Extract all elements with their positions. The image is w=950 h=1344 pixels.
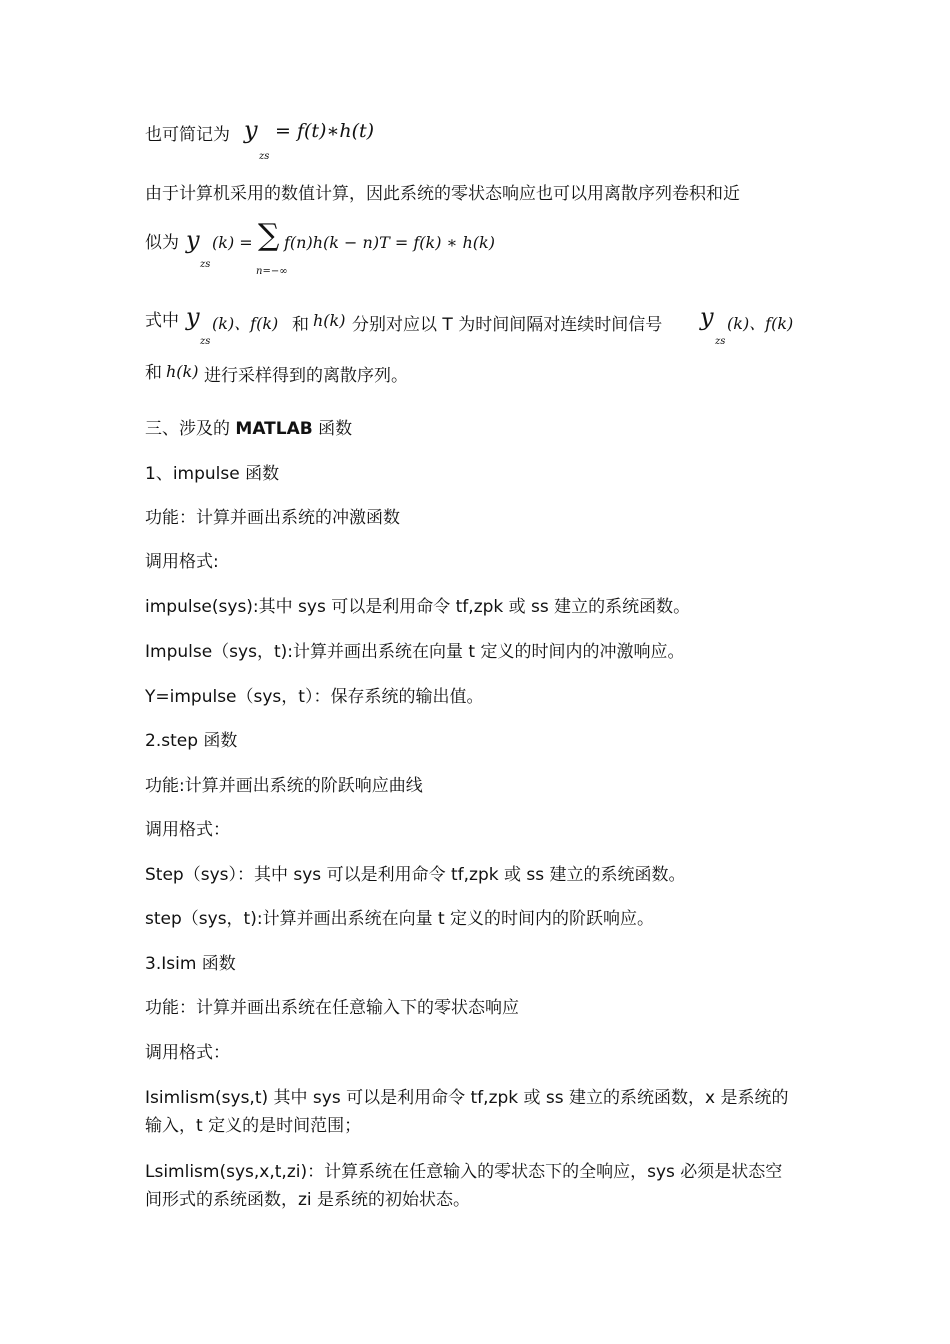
eq3-part3: (k)、f(k) <box>727 314 794 333</box>
eq4-text: 进行采样得到的离散序列。 <box>204 366 408 386</box>
eq3-y2: y <box>700 303 714 331</box>
eq2-y: y <box>186 226 200 254</box>
line-lsim-usage1a: Isimlism(sys,t) 其中 sys 可以是利用命令 tf,zpk 或 ss 建立的系统函数，x 是系统的 <box>145 1088 789 1108</box>
eq1-prefix: 也可简记为 <box>145 125 230 145</box>
line-lsim-title: 3.Isim 函数 <box>145 954 236 974</box>
section-bold: MATLAB <box>235 419 313 439</box>
line-lsim-usage1b: 输入，t 定义的是时间范围； <box>145 1116 362 1136</box>
eq3-y: y <box>186 303 200 331</box>
line-impulse-function: 功能：计算并画出系统的冲激函数 <box>145 508 400 528</box>
line-step-function: 功能:计算并画出系统的阶跃响应曲线 <box>145 776 423 796</box>
eq3-sub2: zs <box>715 336 726 347</box>
paragraph-discrete: 由于计算机采用的数值计算，因此系统的零状态响应也可以用离散序列卷积和近 <box>145 184 740 204</box>
eq2-sigma: ∑ <box>258 218 280 253</box>
section-heading-matlab <box>145 417 810 441</box>
line-lsim-function: 功能：计算并画出系统在任意输入下的零状态响应 <box>145 998 519 1018</box>
eq2-prefix: 似为 <box>145 233 179 253</box>
eq4-prefix: 和 <box>145 363 162 383</box>
line-impulse-format: 调用格式: <box>145 552 219 572</box>
line-impulse-usage3: Y=impulse（sys，t）：保存系统的输出值。 <box>145 687 484 707</box>
eq3-sub: zs <box>200 336 211 347</box>
line-step-format: 调用格式： <box>145 820 230 840</box>
line-lsim-usage2a: Lsimlism(sys,x,t,zi)：计算系统在任意输入的零状态下的全响应，sys 必须是状态空 <box>145 1162 783 1182</box>
eq3-part1: (k)、f(k) <box>212 314 279 333</box>
line-impulse-usage2: Impulse（sys，t):计算并画出系统在向量 t 定义的时间内的冲激响应。 <box>145 642 685 662</box>
line-lsim-usage2b: 间形式的系统函数，zi 是系统的初始状态。 <box>145 1190 471 1210</box>
line-step-usage1: Step（sys）：其中 sys 可以是利用命令 tf,zpk 或 ss 建立的系统函数。 <box>145 865 686 885</box>
eq1-y: y <box>244 116 258 144</box>
line-lsim-format: 调用格式： <box>145 1043 230 1063</box>
line-impulse-usage1: impulse(sys):其中 sys 可以是利用命令 tf,zpk 或 ss 建立的系统函数。 <box>145 597 691 617</box>
eq1-rhs: = f(t)∗h(t) <box>275 120 375 142</box>
eq4-math: h(k) <box>166 362 199 381</box>
eq3-mid: 和 <box>292 315 309 335</box>
line-step-usage2: step（sys，t):计算并画出系统在向量 t 定义的时间内的阶跃响应。 <box>145 909 655 929</box>
eq2-arg: (k) = <box>212 233 253 252</box>
section-post: 函数 <box>312 419 353 439</box>
eq2-sub: zs <box>200 259 211 270</box>
eq3-prefix: 式中 <box>145 311 179 331</box>
line-impulse-title: 1、impulse 函数 <box>145 464 280 484</box>
section-pre: 三、涉及的 <box>145 419 236 439</box>
eq2-sigma-sub: n=−∞ <box>256 266 288 277</box>
eq2-rhs: f(n)h(k − n)T = f(k) ∗ h(k) <box>284 233 495 252</box>
eq3-text: 分别对应以 T 为时间间隔对连续时间信号 <box>352 315 663 335</box>
line-step-title: 2.step 函数 <box>145 731 238 751</box>
eq1-sub: zs <box>259 151 270 162</box>
eq3-part2: h(k) <box>313 311 346 330</box>
